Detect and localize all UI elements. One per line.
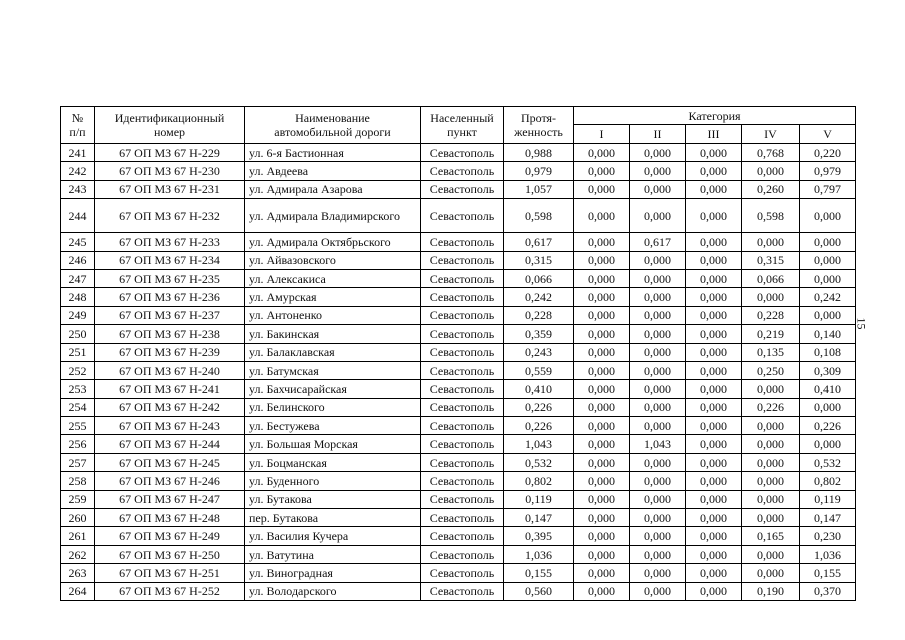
header-category: Категория xyxy=(574,107,856,125)
row-road-name: ул. Большая Морская xyxy=(245,435,421,453)
table-row xyxy=(61,398,856,416)
row-category-iii: 0,000 xyxy=(686,361,742,379)
row-category-v: 0,370 xyxy=(800,582,856,600)
row-category-iv: 0,000 xyxy=(742,162,800,180)
row-category-ii: 0,000 xyxy=(630,380,686,398)
row-id: 67 ОП МЗ 67 Н-235 xyxy=(95,269,245,287)
row-category-ii: 0,000 xyxy=(630,545,686,563)
row-road-name: ул. Амурская xyxy=(245,288,421,306)
row-road-name: ул. Боцманская xyxy=(245,453,421,471)
row-number: 244 xyxy=(61,199,95,233)
row-settlement: Севастополь xyxy=(421,435,504,453)
row-length: 0,242 xyxy=(504,288,574,306)
row-length: 0,359 xyxy=(504,325,574,343)
row-settlement: Севастополь xyxy=(421,582,504,600)
row-number: 241 xyxy=(61,144,95,162)
row-category-i: 0,000 xyxy=(574,162,630,180)
row-length: 0,315 xyxy=(504,251,574,269)
row-category-iii: 0,000 xyxy=(686,490,742,508)
row-number: 246 xyxy=(61,251,95,269)
row-category-iii: 0,000 xyxy=(686,398,742,416)
row-length: 0,979 xyxy=(504,162,574,180)
row-category-ii: 1,043 xyxy=(630,435,686,453)
row-category-i: 0,000 xyxy=(574,144,630,162)
row-length: 0,226 xyxy=(504,398,574,416)
row-number: 243 xyxy=(61,180,95,198)
header-road-name: Наименование автомобильной дороги xyxy=(245,107,421,144)
row-category-v: 0,226 xyxy=(800,417,856,435)
table-row xyxy=(61,472,856,490)
roads-table xyxy=(60,106,856,601)
row-category-i: 0,000 xyxy=(574,180,630,198)
table-row xyxy=(61,325,856,343)
table-header xyxy=(61,107,856,144)
row-number: 252 xyxy=(61,361,95,379)
row-number: 247 xyxy=(61,269,95,287)
row-category-ii: 0,000 xyxy=(630,453,686,471)
table-row xyxy=(61,435,856,453)
row-id: 67 ОП МЗ 67 Н-239 xyxy=(95,343,245,361)
row-settlement: Севастополь xyxy=(421,199,504,233)
table-row xyxy=(61,251,856,269)
row-id: 67 ОП МЗ 67 Н-248 xyxy=(95,509,245,527)
row-category-i: 0,000 xyxy=(574,325,630,343)
row-road-name: ул. Володарского xyxy=(245,582,421,600)
row-settlement: Севастополь xyxy=(421,361,504,379)
row-length: 0,119 xyxy=(504,490,574,508)
row-id: 67 ОП МЗ 67 Н-252 xyxy=(95,582,245,600)
row-category-iii: 0,000 xyxy=(686,233,742,251)
row-category-iii: 0,000 xyxy=(686,288,742,306)
row-id: 67 ОП МЗ 67 Н-244 xyxy=(95,435,245,453)
row-number: 261 xyxy=(61,527,95,545)
row-category-i: 0,000 xyxy=(574,288,630,306)
row-category-v: 0,108 xyxy=(800,343,856,361)
row-road-name: ул. Балаклавская xyxy=(245,343,421,361)
table-row xyxy=(61,582,856,600)
row-category-v: 0,979 xyxy=(800,162,856,180)
row-number: 254 xyxy=(61,398,95,416)
row-road-name: ул. Виноградная xyxy=(245,564,421,582)
row-category-ii: 0,000 xyxy=(630,251,686,269)
row-category-v: 0,802 xyxy=(800,472,856,490)
row-number: 256 xyxy=(61,435,95,453)
row-road-name: ул. Белинского xyxy=(245,398,421,416)
header-category-ii: II xyxy=(630,125,686,144)
row-category-iv: 0,250 xyxy=(742,361,800,379)
row-category-ii: 0,000 xyxy=(630,162,686,180)
row-id: 67 ОП МЗ 67 Н-245 xyxy=(95,453,245,471)
row-id: 67 ОП МЗ 67 Н-231 xyxy=(95,180,245,198)
row-category-v: 0,797 xyxy=(800,180,856,198)
row-number: 258 xyxy=(61,472,95,490)
row-category-iv: 0,260 xyxy=(742,180,800,198)
table-body xyxy=(61,144,856,601)
row-length: 0,226 xyxy=(504,417,574,435)
row-id: 67 ОП МЗ 67 Н-247 xyxy=(95,490,245,508)
row-settlement: Севастополь xyxy=(421,269,504,287)
row-category-iv: 0,768 xyxy=(742,144,800,162)
row-number: 262 xyxy=(61,545,95,563)
row-id: 67 ОП МЗ 67 Н-242 xyxy=(95,398,245,416)
row-number: 253 xyxy=(61,380,95,398)
table-row xyxy=(61,144,856,162)
row-category-iv: 0,190 xyxy=(742,582,800,600)
row-id: 67 ОП МЗ 67 Н-243 xyxy=(95,417,245,435)
row-road-name: ул. Бутакова xyxy=(245,490,421,508)
row-category-i: 0,000 xyxy=(574,398,630,416)
row-road-name: ул. Ватутина xyxy=(245,545,421,563)
row-number: 264 xyxy=(61,582,95,600)
row-category-iv: 0,000 xyxy=(742,564,800,582)
row-road-name: ул. Адмирала Октябрьского xyxy=(245,233,421,251)
row-id: 67 ОП МЗ 67 Н-246 xyxy=(95,472,245,490)
row-road-name: ул. Буденного xyxy=(245,472,421,490)
row-id: 67 ОП МЗ 67 Н-233 xyxy=(95,233,245,251)
row-category-iv: 0,598 xyxy=(742,199,800,233)
row-category-i: 0,000 xyxy=(574,490,630,508)
row-category-iv: 0,000 xyxy=(742,417,800,435)
row-settlement: Севастополь xyxy=(421,490,504,508)
row-settlement: Севастополь xyxy=(421,380,504,398)
row-id: 67 ОП МЗ 67 Н-236 xyxy=(95,288,245,306)
row-length: 0,560 xyxy=(504,582,574,600)
header-id: Идентификационный номер xyxy=(95,107,245,144)
row-id: 67 ОП МЗ 67 Н-230 xyxy=(95,162,245,180)
row-category-v: 0,000 xyxy=(800,306,856,324)
row-category-i: 0,000 xyxy=(574,306,630,324)
row-category-iv: 0,315 xyxy=(742,251,800,269)
row-category-v: 0,140 xyxy=(800,325,856,343)
row-category-v: 0,155 xyxy=(800,564,856,582)
row-category-v: 0,000 xyxy=(800,233,856,251)
row-category-iii: 0,000 xyxy=(686,199,742,233)
row-id: 67 ОП МЗ 67 Н-241 xyxy=(95,380,245,398)
row-length: 0,802 xyxy=(504,472,574,490)
row-category-iii: 0,000 xyxy=(686,509,742,527)
row-settlement: Севастополь xyxy=(421,398,504,416)
row-category-iii: 0,000 xyxy=(686,180,742,198)
table-row xyxy=(61,509,856,527)
table-row xyxy=(61,162,856,180)
row-category-i: 0,000 xyxy=(574,361,630,379)
row-category-ii: 0,000 xyxy=(630,180,686,198)
row-category-iii: 0,000 xyxy=(686,144,742,162)
table-row xyxy=(61,269,856,287)
row-category-iv: 0,000 xyxy=(742,233,800,251)
row-category-ii: 0,000 xyxy=(630,398,686,416)
row-category-iii: 0,000 xyxy=(686,435,742,453)
row-id: 67 ОП МЗ 67 Н-237 xyxy=(95,306,245,324)
row-category-ii: 0,000 xyxy=(630,490,686,508)
table-row xyxy=(61,527,856,545)
row-settlement: Севастополь xyxy=(421,162,504,180)
header-category-v: V xyxy=(800,125,856,144)
row-category-iii: 0,000 xyxy=(686,453,742,471)
row-category-v: 0,000 xyxy=(800,435,856,453)
row-road-name: ул. Адмирала Владимирского xyxy=(245,199,421,233)
row-id: 67 ОП МЗ 67 Н-250 xyxy=(95,545,245,563)
row-length: 0,155 xyxy=(504,564,574,582)
row-category-ii: 0,000 xyxy=(630,472,686,490)
row-length: 0,532 xyxy=(504,453,574,471)
row-settlement: Севастополь xyxy=(421,325,504,343)
row-category-v: 0,230 xyxy=(800,527,856,545)
row-category-i: 0,000 xyxy=(574,509,630,527)
row-road-name: ул. 6-я Бастионная xyxy=(245,144,421,162)
row-category-v: 0,000 xyxy=(800,269,856,287)
row-length: 0,598 xyxy=(504,199,574,233)
row-length: 0,243 xyxy=(504,343,574,361)
row-category-v: 0,000 xyxy=(800,251,856,269)
row-settlement: Севастополь xyxy=(421,288,504,306)
header-length: Протя- женность xyxy=(504,107,574,144)
row-id: 67 ОП МЗ 67 Н-238 xyxy=(95,325,245,343)
row-road-name: ул. Алексакиса xyxy=(245,269,421,287)
row-road-name: ул. Бакинская xyxy=(245,325,421,343)
row-category-iv: 0,226 xyxy=(742,398,800,416)
row-id: 67 ОП МЗ 67 Н-251 xyxy=(95,564,245,582)
row-category-i: 0,000 xyxy=(574,545,630,563)
row-category-ii: 0,000 xyxy=(630,582,686,600)
row-length: 0,617 xyxy=(504,233,574,251)
row-category-i: 0,000 xyxy=(574,582,630,600)
row-category-iii: 0,000 xyxy=(686,162,742,180)
table-row xyxy=(61,343,856,361)
row-settlement: Севастополь xyxy=(421,472,504,490)
row-length: 0,395 xyxy=(504,527,574,545)
row-category-iv: 0,000 xyxy=(742,509,800,527)
row-settlement: Севастополь xyxy=(421,180,504,198)
row-category-ii: 0,000 xyxy=(630,269,686,287)
row-category-i: 0,000 xyxy=(574,199,630,233)
row-settlement: Севастополь xyxy=(421,545,504,563)
row-category-iv: 0,000 xyxy=(742,490,800,508)
row-number: 260 xyxy=(61,509,95,527)
row-length: 0,066 xyxy=(504,269,574,287)
row-category-v: 0,220 xyxy=(800,144,856,162)
row-settlement: Севастополь xyxy=(421,509,504,527)
row-category-iv: 0,000 xyxy=(742,380,800,398)
row-category-iii: 0,000 xyxy=(686,306,742,324)
row-road-name: ул. Василия Кучера xyxy=(245,527,421,545)
table-row xyxy=(61,233,856,251)
row-category-i: 0,000 xyxy=(574,527,630,545)
row-road-name: ул. Бахчисарайская xyxy=(245,380,421,398)
row-length: 0,228 xyxy=(504,306,574,324)
row-category-i: 0,000 xyxy=(574,564,630,582)
header-category-iii: III xyxy=(686,125,742,144)
table-row xyxy=(61,306,856,324)
row-category-ii: 0,000 xyxy=(630,288,686,306)
row-length: 0,147 xyxy=(504,509,574,527)
row-category-v: 0,147 xyxy=(800,509,856,527)
header-number: № п/п xyxy=(61,107,95,144)
row-category-ii: 0,000 xyxy=(630,144,686,162)
row-category-iii: 0,000 xyxy=(686,325,742,343)
row-category-ii: 0,000 xyxy=(630,564,686,582)
row-id: 67 ОП МЗ 67 Н-234 xyxy=(95,251,245,269)
header-category-i: I xyxy=(574,125,630,144)
row-settlement: Севастополь xyxy=(421,306,504,324)
row-settlement: Севастополь xyxy=(421,144,504,162)
table-row xyxy=(61,545,856,563)
row-category-i: 0,000 xyxy=(574,435,630,453)
row-settlement: Севастополь xyxy=(421,251,504,269)
row-category-ii: 0,000 xyxy=(630,306,686,324)
row-category-v: 0,000 xyxy=(800,398,856,416)
table-row xyxy=(61,564,856,582)
row-number: 249 xyxy=(61,306,95,324)
row-number: 251 xyxy=(61,343,95,361)
row-category-i: 0,000 xyxy=(574,269,630,287)
row-category-i: 0,000 xyxy=(574,343,630,361)
row-id: 67 ОП МЗ 67 Н-232 xyxy=(95,199,245,233)
row-category-iv: 0,165 xyxy=(742,527,800,545)
row-category-i: 0,000 xyxy=(574,380,630,398)
row-road-name: ул. Бестужева xyxy=(245,417,421,435)
row-category-iv: 0,000 xyxy=(742,453,800,471)
row-category-iii: 0,000 xyxy=(686,582,742,600)
row-length: 1,057 xyxy=(504,180,574,198)
row-category-iv: 0,000 xyxy=(742,435,800,453)
row-settlement: Севастополь xyxy=(421,417,504,435)
page-number: 15 xyxy=(854,317,869,330)
row-category-i: 0,000 xyxy=(574,453,630,471)
header-category-iv: IV xyxy=(742,125,800,144)
row-road-name: ул. Адмирала Азарова xyxy=(245,180,421,198)
table-row xyxy=(61,180,856,198)
table-row xyxy=(61,199,856,233)
row-category-iv: 0,000 xyxy=(742,472,800,490)
row-category-i: 0,000 xyxy=(574,472,630,490)
row-category-ii: 0,000 xyxy=(630,325,686,343)
row-road-name: ул. Батумская xyxy=(245,361,421,379)
row-category-iii: 0,000 xyxy=(686,527,742,545)
row-number: 242 xyxy=(61,162,95,180)
row-category-ii: 0,000 xyxy=(630,509,686,527)
row-category-iv: 0,135 xyxy=(742,343,800,361)
row-category-iii: 0,000 xyxy=(686,380,742,398)
row-road-name: пер. Бутакова xyxy=(245,509,421,527)
row-number: 255 xyxy=(61,417,95,435)
row-category-ii: 0,000 xyxy=(630,527,686,545)
row-category-ii: 0,000 xyxy=(630,417,686,435)
row-category-ii: 0,000 xyxy=(630,199,686,233)
row-category-iv: 0,066 xyxy=(742,269,800,287)
row-length: 0,988 xyxy=(504,144,574,162)
table-row xyxy=(61,288,856,306)
row-category-v: 0,410 xyxy=(800,380,856,398)
row-category-ii: 0,000 xyxy=(630,361,686,379)
row-category-ii: 0,617 xyxy=(630,233,686,251)
table-row xyxy=(61,361,856,379)
row-id: 67 ОП МЗ 67 Н-249 xyxy=(95,527,245,545)
row-category-v: 0,119 xyxy=(800,490,856,508)
row-category-i: 0,000 xyxy=(574,251,630,269)
table-row xyxy=(61,417,856,435)
row-road-name: ул. Антоненко xyxy=(245,306,421,324)
row-category-iii: 0,000 xyxy=(686,417,742,435)
row-number: 263 xyxy=(61,564,95,582)
row-category-iii: 0,000 xyxy=(686,251,742,269)
row-number: 257 xyxy=(61,453,95,471)
row-settlement: Севастополь xyxy=(421,564,504,582)
table-row xyxy=(61,490,856,508)
row-length: 1,043 xyxy=(504,435,574,453)
row-category-v: 0,309 xyxy=(800,361,856,379)
row-category-iii: 0,000 xyxy=(686,343,742,361)
row-category-iii: 0,000 xyxy=(686,545,742,563)
row-number: 250 xyxy=(61,325,95,343)
row-category-i: 0,000 xyxy=(574,417,630,435)
row-category-iii: 0,000 xyxy=(686,269,742,287)
row-category-iv: 0,000 xyxy=(742,288,800,306)
row-number: 245 xyxy=(61,233,95,251)
row-category-iii: 0,000 xyxy=(686,472,742,490)
row-category-v: 0,000 xyxy=(800,199,856,233)
table-row xyxy=(61,453,856,471)
row-category-ii: 0,000 xyxy=(630,343,686,361)
row-category-v: 1,036 xyxy=(800,545,856,563)
row-road-name: ул. Авдеева xyxy=(245,162,421,180)
row-settlement: Севастополь xyxy=(421,233,504,251)
row-id: 67 ОП МЗ 67 Н-240 xyxy=(95,361,245,379)
row-category-iv: 0,000 xyxy=(742,545,800,563)
row-category-iv: 0,228 xyxy=(742,306,800,324)
row-length: 0,410 xyxy=(504,380,574,398)
row-road-name: ул. Айвазовского xyxy=(245,251,421,269)
table-row xyxy=(61,380,856,398)
header-settlement: Населенный пункт xyxy=(421,107,504,144)
row-length: 1,036 xyxy=(504,545,574,563)
row-id: 67 ОП МЗ 67 Н-229 xyxy=(95,144,245,162)
row-number: 259 xyxy=(61,490,95,508)
row-settlement: Севастополь xyxy=(421,453,504,471)
row-length: 0,559 xyxy=(504,361,574,379)
row-category-v: 0,532 xyxy=(800,453,856,471)
row-category-i: 0,000 xyxy=(574,233,630,251)
row-category-iv: 0,219 xyxy=(742,325,800,343)
row-category-iii: 0,000 xyxy=(686,564,742,582)
row-settlement: Севастополь xyxy=(421,527,504,545)
row-settlement: Севастополь xyxy=(421,343,504,361)
row-category-v: 0,242 xyxy=(800,288,856,306)
row-number: 248 xyxy=(61,288,95,306)
